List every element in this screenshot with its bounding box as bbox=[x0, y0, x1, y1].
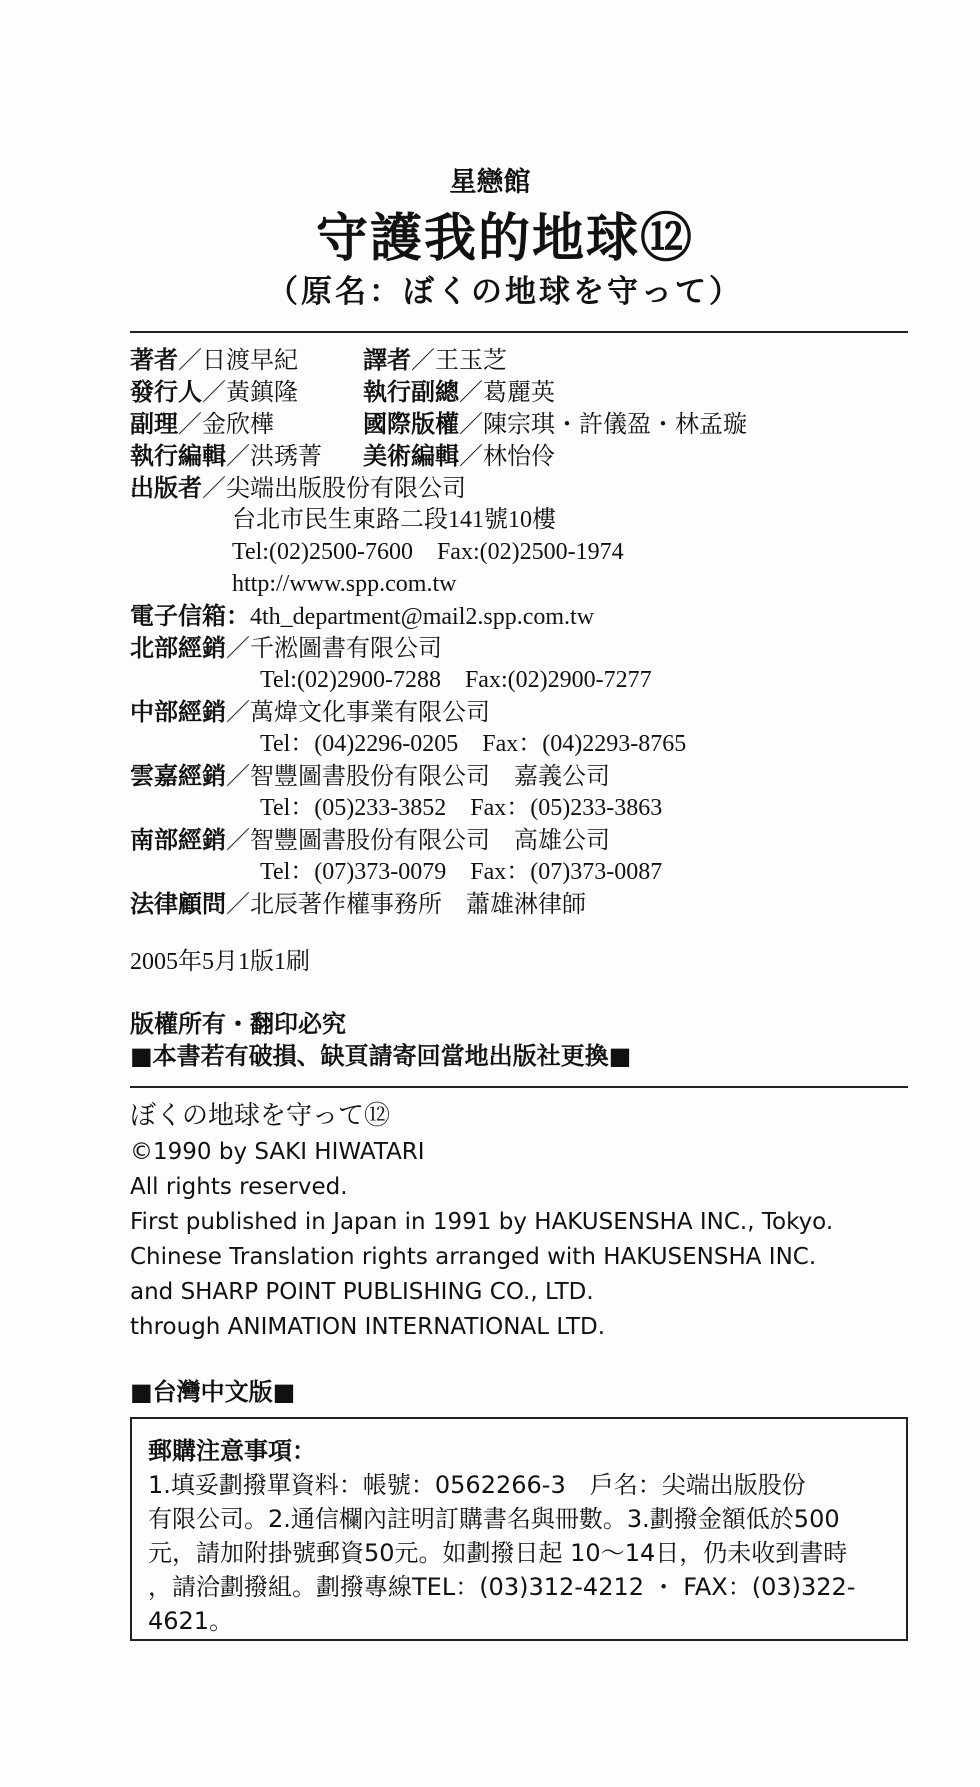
credit-row-email bbox=[130, 600, 594, 632]
english-line-3: Chinese Translation rights arranged with HAKUSENSHA INC. bbox=[130, 1244, 817, 1270]
art-editor-value: 林怡伶 bbox=[483, 442, 555, 470]
separator: ／ bbox=[459, 442, 483, 470]
book-title: 守護我的地球⑫ bbox=[315, 209, 694, 269]
credit-row-central bbox=[130, 696, 490, 728]
exec-vice-gm-value: 葛麗英 bbox=[483, 378, 555, 406]
publisher-phone-fax: Tel:(02)2500-7600 Fax:(02)2500-1974 bbox=[232, 539, 624, 565]
separator: ／ bbox=[226, 698, 250, 726]
edition-tag: ■台灣中文版■ bbox=[130, 1378, 296, 1406]
credit-row-deputy bbox=[130, 408, 274, 440]
publisher-label: 出版者 bbox=[130, 474, 202, 502]
legal-value: 北辰著作權事務所 蕭雄淋律師 bbox=[250, 890, 586, 918]
separator: ／ bbox=[226, 762, 250, 790]
damage-notice: ■本書若有破損、缺頁請寄回當地出版社更換■ bbox=[130, 1042, 632, 1070]
middle-divider bbox=[130, 1086, 908, 1088]
credit-row-publisher-person bbox=[130, 376, 298, 408]
separator: ／ bbox=[226, 634, 250, 662]
credit-row-yunjia bbox=[130, 760, 610, 792]
deputy-mgr-value: 金欣樺 bbox=[202, 410, 274, 438]
separator: ／ bbox=[226, 442, 250, 470]
email-value: 4th_department@mail2.spp.com.tw bbox=[250, 604, 595, 630]
original-title: （原名：ぼくの地球を守って） bbox=[267, 274, 743, 310]
separator: ／ bbox=[202, 378, 226, 406]
credit-row-south bbox=[130, 824, 610, 856]
top-divider bbox=[130, 331, 908, 333]
north-label: 北部經銷 bbox=[130, 634, 226, 662]
publisher-website: http://www.spp.com.tw bbox=[232, 571, 457, 597]
credit-row-exec-editor bbox=[130, 440, 322, 472]
copyright-line: ©1990 by SAKI HIWATARI bbox=[130, 1139, 425, 1165]
intl-rights-label: 國際版權 bbox=[363, 410, 459, 438]
credit-art-editor bbox=[363, 440, 555, 472]
edition-line: 2005年5月1版1刷 bbox=[130, 949, 310, 975]
credit-row-legal bbox=[130, 888, 586, 920]
intl-rights-value: 陳宗琪・許儀盈・林孟璇 bbox=[483, 410, 747, 438]
yunjia-contact: Tel：(05)233-3852 Fax：(05)233-3863 bbox=[260, 795, 663, 821]
credit-row-author bbox=[130, 344, 298, 376]
central-label: 中部經銷 bbox=[130, 698, 226, 726]
south-value: 智豐圖書股份有限公司 高雄公司 bbox=[250, 826, 610, 854]
english-line-4: and SHARP POINT PUBLISHING CO., LTD. bbox=[130, 1279, 594, 1305]
publisher-person-value: 黃鎮隆 bbox=[226, 378, 298, 406]
mail-order-line-4: ，請洽劃撥組。劃撥專線TEL：(03)312-4212 ・ FAX：(03)322- bbox=[148, 1573, 856, 1601]
north-contact: Tel:(02)2900-7288 Fax:(02)2900-7277 bbox=[260, 667, 652, 693]
publisher-value: 尖端出版股份有限公司 bbox=[226, 474, 466, 502]
north-value: 千淞圖書有限公司 bbox=[250, 634, 442, 662]
yunjia-value: 智豐圖書股份有限公司 嘉義公司 bbox=[250, 762, 610, 790]
south-contact: Tel：(07)373-0079 Fax：(07)373-0087 bbox=[260, 859, 663, 885]
imprint: 星戀館 bbox=[449, 167, 531, 198]
separator: ／ bbox=[226, 890, 250, 918]
mail-order-line-5: 4621。 bbox=[148, 1607, 234, 1635]
separator: ／ bbox=[459, 410, 483, 438]
credit-row-north bbox=[130, 632, 442, 664]
credit-exec-vice-gm bbox=[363, 376, 555, 408]
credit-row-publisher bbox=[130, 472, 466, 504]
japanese-title: ぼくの地球を守って⑫ bbox=[130, 1101, 391, 1131]
central-value: 萬煒文化事業有限公司 bbox=[250, 698, 490, 726]
email-label: 電子信箱： bbox=[130, 602, 250, 630]
mail-order-box bbox=[130, 1417, 908, 1641]
english-line-1: All rights reserved. bbox=[130, 1174, 348, 1200]
separator: ／ bbox=[226, 826, 250, 854]
central-contact: Tel：(04)2296-0205 Fax：(04)2293-8765 bbox=[260, 731, 687, 757]
exec-editor-label: 執行編輯 bbox=[130, 442, 226, 470]
mail-order-heading: 郵購注意事項： bbox=[148, 1437, 316, 1465]
publisher-person-label: 發行人 bbox=[130, 378, 202, 406]
english-line-2: First published in Japan in 1991 by HAKUSENSHA INC., Tokyo. bbox=[130, 1209, 834, 1235]
art-editor-label: 美術編輯 bbox=[363, 442, 459, 470]
separator: ／ bbox=[202, 474, 226, 502]
english-line-5: through ANIMATION INTERNATIONAL LTD. bbox=[130, 1314, 606, 1340]
mail-order-line-1: 1.填妥劃撥單資料：帳號：0562266-3 戶名：尖端出版股份 bbox=[148, 1471, 806, 1499]
yunjia-label: 雲嘉經銷 bbox=[130, 762, 226, 790]
separator: ／ bbox=[459, 378, 483, 406]
exec-vice-gm-label: 執行副總 bbox=[363, 378, 459, 406]
translator-label: 譯者 bbox=[363, 346, 411, 374]
mail-order-line-3: 元，請加附掛號郵資50元。如劃撥日起 10～14日，仍未收到書時 bbox=[148, 1539, 848, 1567]
mail-order-line-2: 有限公司。2.通信欄內註明訂購書名與冊數。3.劃撥金額低於500 bbox=[148, 1505, 840, 1533]
author-label: 著者 bbox=[130, 346, 178, 374]
deputy-mgr-label: 副理 bbox=[130, 410, 178, 438]
credit-intl-rights bbox=[363, 408, 747, 440]
separator: ／ bbox=[411, 346, 435, 374]
author-value: 日渡早紀 bbox=[202, 346, 298, 374]
credit-translator bbox=[363, 344, 507, 376]
rights-reserved: 版權所有・翻印必究 bbox=[130, 1010, 346, 1038]
separator: ／ bbox=[178, 410, 202, 438]
separator: ／ bbox=[178, 346, 202, 374]
publisher-address: 台北市民生東路二段141號10樓 bbox=[232, 507, 556, 533]
translator-value: 王玉芝 bbox=[435, 346, 507, 374]
exec-editor-value: 洪琇菁 bbox=[250, 442, 322, 470]
south-label: 南部經銷 bbox=[130, 826, 226, 854]
legal-label: 法律顧問 bbox=[130, 890, 226, 918]
